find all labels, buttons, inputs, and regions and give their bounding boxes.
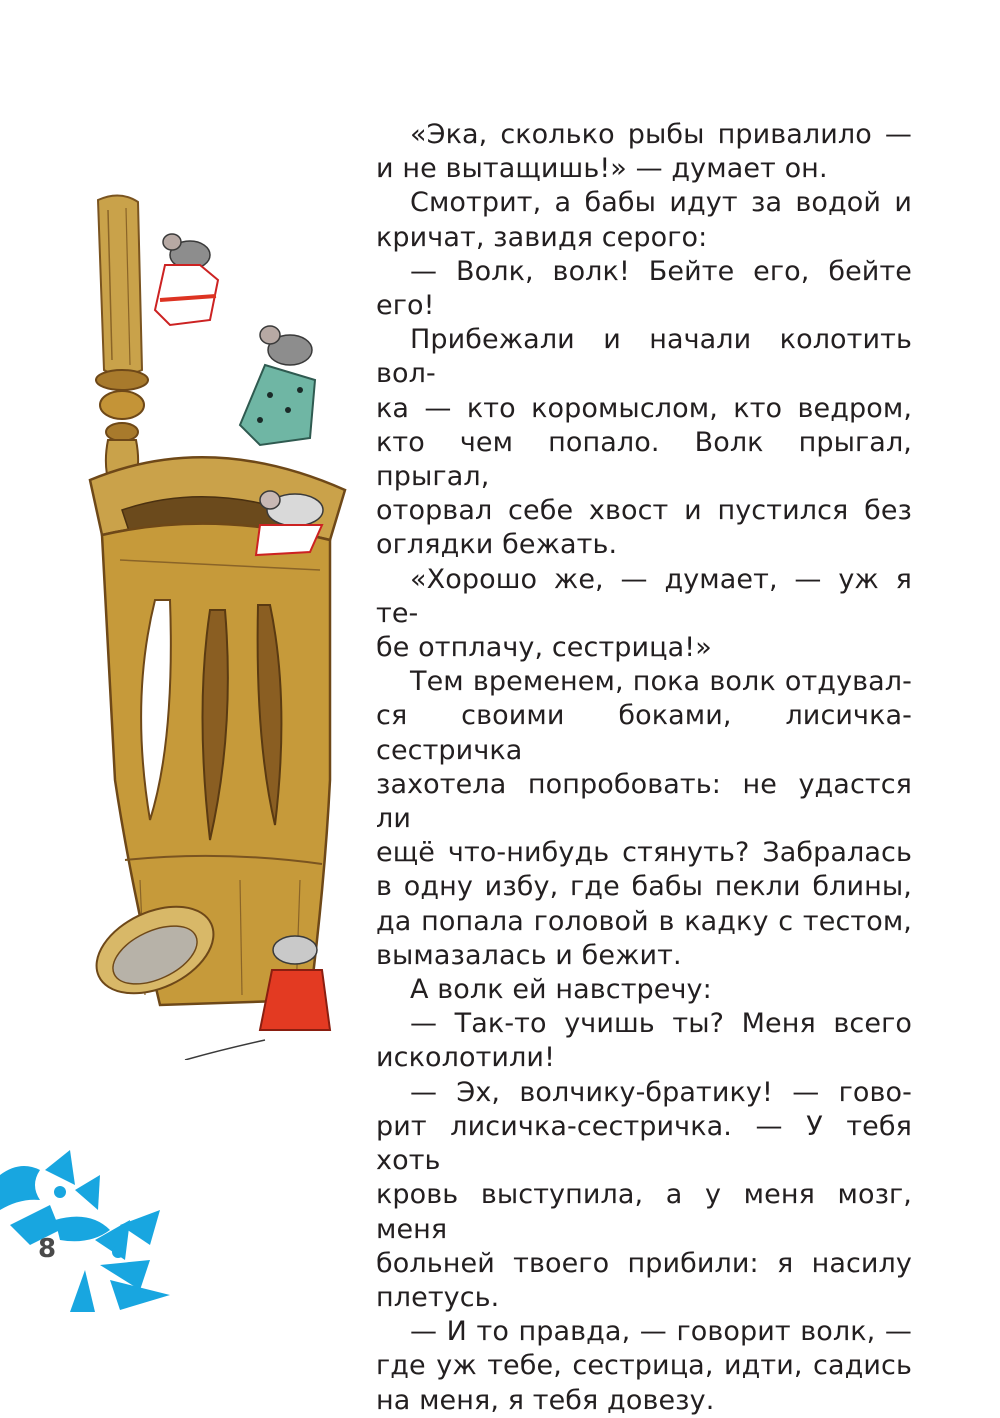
text-line: да попала головой в кадку с тестом, xyxy=(376,905,912,937)
text-line: на меня, я тебя довезу. xyxy=(376,1384,715,1416)
text-line: вымазалась и бежит. xyxy=(376,939,682,971)
snowflake-ornament-icon xyxy=(0,1130,175,1312)
text-line: исколотили! xyxy=(376,1042,555,1074)
story-text xyxy=(376,118,912,1418)
text-line: его! xyxy=(376,290,435,322)
text-line: оторвал себе хвост и пустился без xyxy=(376,495,912,527)
text-line: — Так-то учишь ты? Меня всего xyxy=(410,1008,912,1040)
mouse-red-white-shirt xyxy=(155,234,218,325)
text-line: кровь выступила, а у меня мозг, меня xyxy=(376,1179,912,1245)
mice-on-mortar-illustration xyxy=(60,180,370,1060)
text-line: «Хорошо же, — думает, — уж я те- xyxy=(376,563,912,629)
text-line: кричат, завидя серого: xyxy=(376,221,708,253)
text-line: кто чем попало. Волк прыгал, прыгал, xyxy=(376,426,912,493)
text-line: бе отплачу, сестрица!» xyxy=(376,632,712,664)
text-line: — Волк, волк! Бейте его, бейте xyxy=(410,255,912,287)
text-line: больней твоего прибили: я насилу xyxy=(376,1247,912,1279)
text-line: Прибежали и начали колотить вол- xyxy=(376,324,912,390)
text-line: оглядки бежать. xyxy=(376,529,618,561)
text-line: «Эка, сколько рыбы привалило — xyxy=(410,119,912,150)
text-line: где уж тебе, сестрица, идти, садись xyxy=(376,1350,912,1382)
text-line: захотела попробовать: не удастся ли xyxy=(376,768,912,835)
page-number: 8 xyxy=(38,1234,57,1264)
text-line: — И то правда, — говорит волк, — xyxy=(410,1316,912,1348)
text-line: плетусь. xyxy=(376,1281,500,1313)
text-line: рит лисичка-сестричка. — У тебя хоть xyxy=(376,1110,912,1177)
mouse-polka-dot-dress xyxy=(240,326,315,445)
text-line: ка — кто коромыслом, кто ведром, xyxy=(376,392,912,424)
text-line: Смотрит, а бабы идут за водой и xyxy=(410,187,912,219)
text-line: — Эх, волчику-братику! — гово- xyxy=(410,1076,912,1108)
text-line: ещё что-нибудь стянуть? Забралась xyxy=(376,837,912,869)
text-line: и не вытащишь!» — думает он. xyxy=(376,153,828,185)
text-line: Тем временем, пока волк отдувал- xyxy=(410,666,912,698)
text-line: А волк ей навстречу: xyxy=(410,974,712,1006)
text-line: ся своими боками, лисичка-сестричка xyxy=(376,700,912,766)
text-line: в одну избу, где бабы пекли блины, xyxy=(376,871,912,903)
